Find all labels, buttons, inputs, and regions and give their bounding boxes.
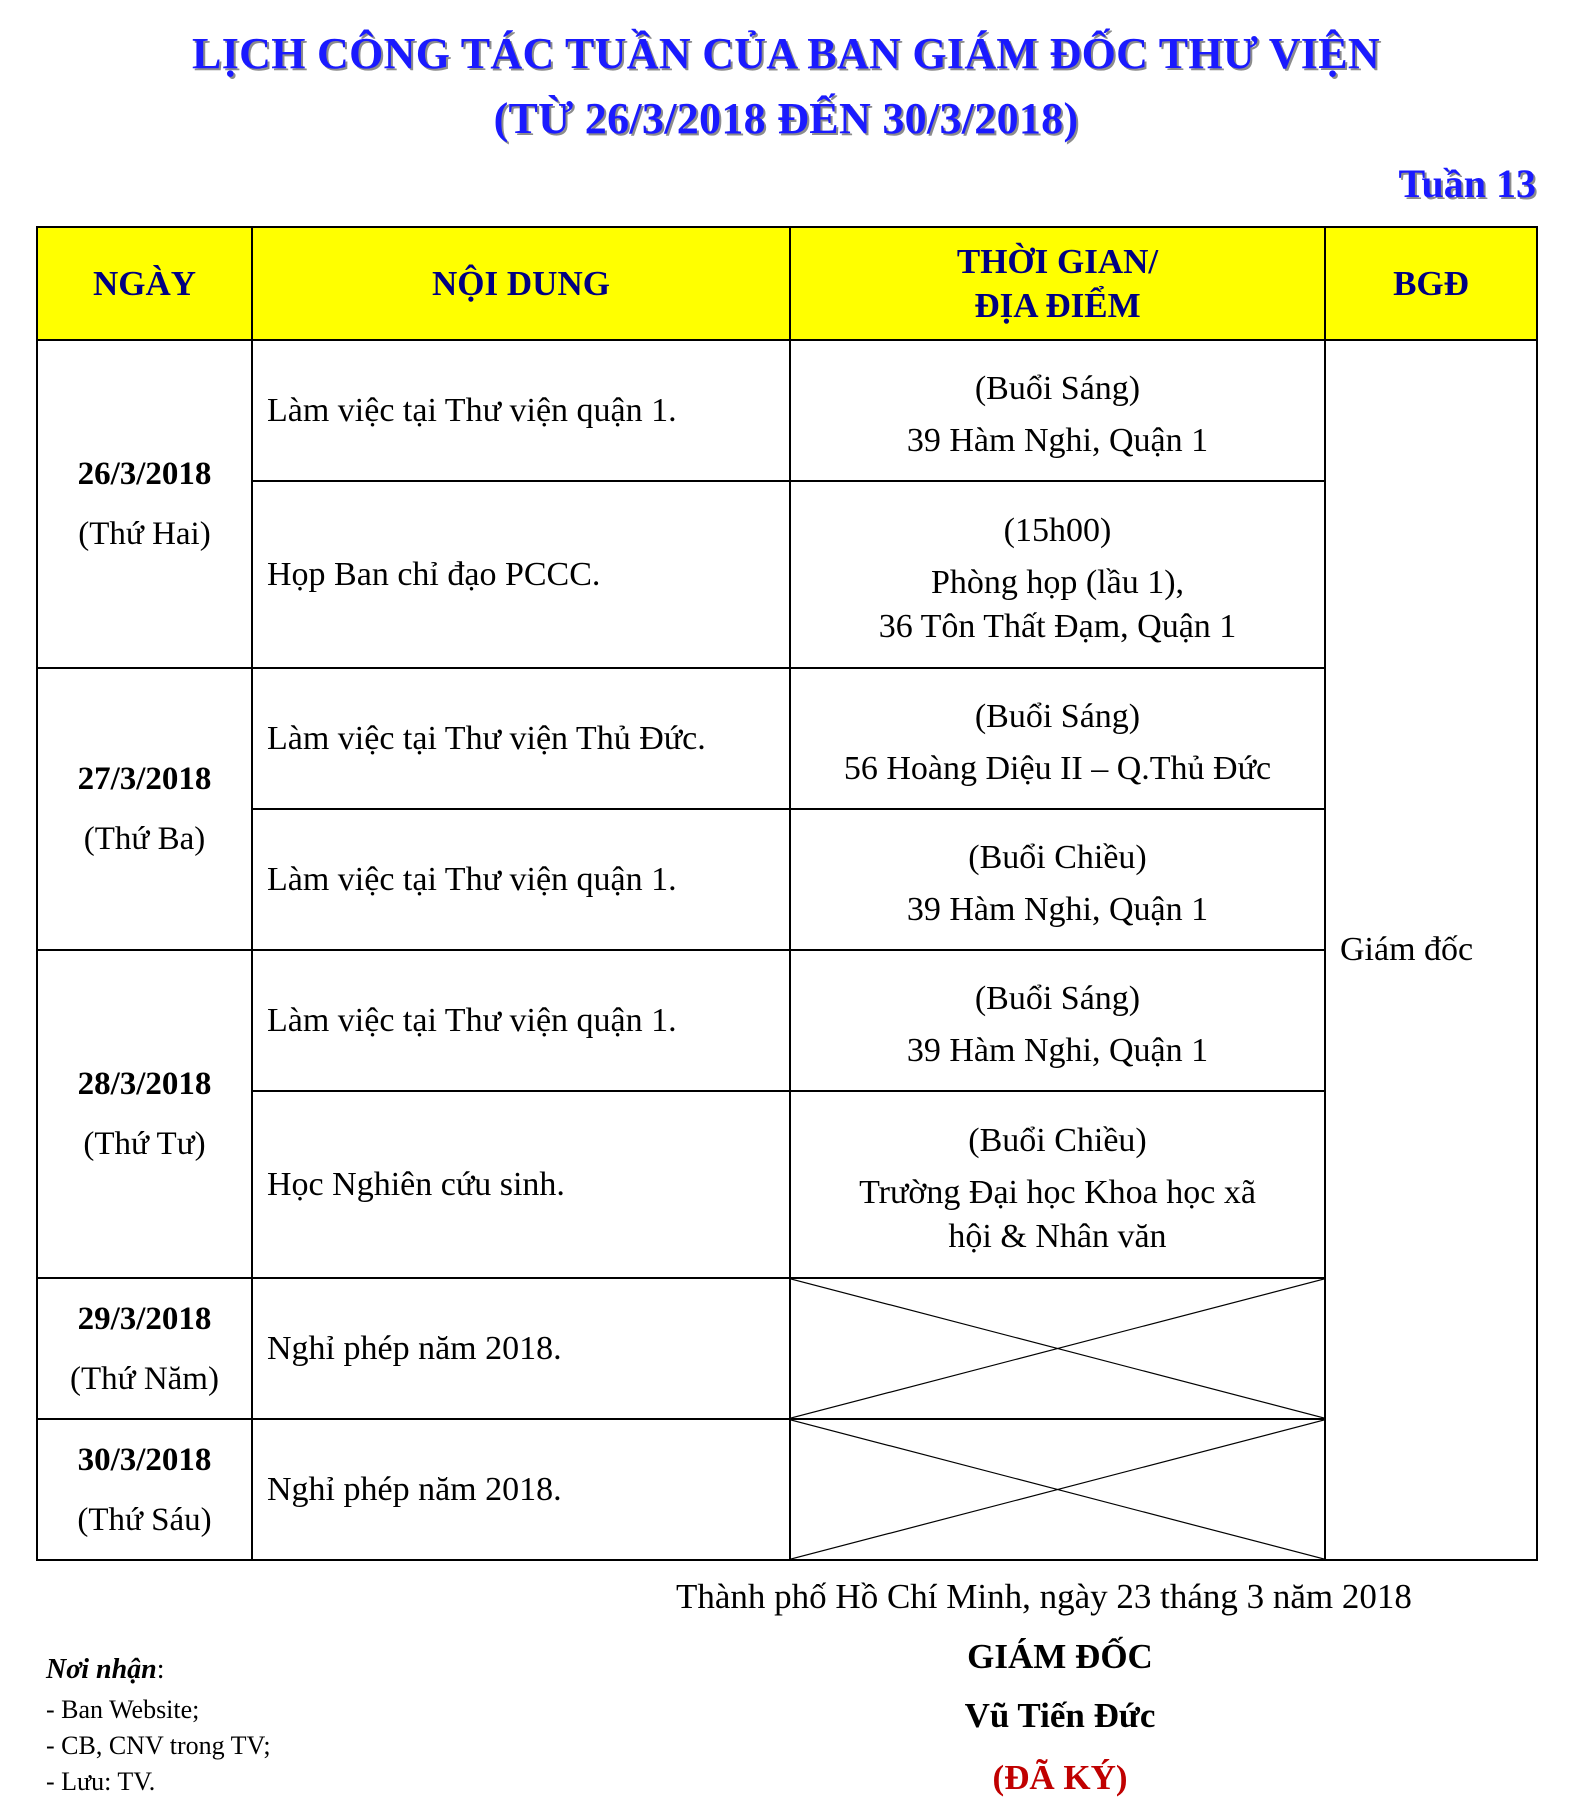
schedule-table — [36, 226, 1538, 1561]
day-weekday: (Thứ Ba) — [83, 821, 206, 857]
document-title: LỊCH CÔNG TÁC TUẦN CỦA BAN GIÁM ĐỐC THƯ VIỆN — [192, 29, 1380, 78]
content-cell: Làm việc tại Thư viện Thủ Đức. — [252, 668, 790, 809]
header-place: ĐỊA ĐIỂM — [974, 285, 1141, 325]
document-date-range: (TỪ 26/3/2018 ĐẾN 30/3/2018) — [493, 94, 1079, 143]
day-cell — [37, 950, 252, 1278]
header-content: NỘI DUNG — [252, 227, 790, 340]
place-text: 56 Hoàng Diệu II – Q.Thủ Đức — [843, 749, 1272, 787]
city-date-line: Thành phố Hồ Chí Minh, ngày 23 tháng 3 năm 2018 — [676, 1577, 1412, 1616]
empty-crossed-cell — [790, 1278, 1325, 1419]
table-row — [37, 809, 1537, 950]
table-header-row — [37, 227, 1537, 340]
content-cell: Làm việc tại Thư viện quận 1. — [252, 809, 790, 950]
recipients-label-text: Nơi nhận — [46, 1654, 157, 1685]
day-weekday: (Thứ Tư) — [83, 1126, 206, 1162]
bgd-cell: Giám đốc — [1325, 340, 1537, 1560]
signer-name: Vũ Tiến Đức — [964, 1696, 1156, 1735]
time-place-cell — [790, 481, 1325, 668]
empty-crossed-cell — [790, 1419, 1325, 1560]
day-date: 30/3/2018 — [77, 1441, 212, 1478]
table-row — [37, 481, 1537, 668]
day-cell — [37, 1419, 252, 1560]
day-weekday: (Thứ Sáu) — [77, 1501, 212, 1538]
header-day: NGÀY — [37, 227, 252, 340]
week-number: Tuần 13 — [1398, 161, 1536, 206]
time-place-cell — [790, 1091, 1325, 1278]
content-cell: Họp Ban chỉ đạo PCCC. — [252, 481, 790, 668]
time-place-cell — [790, 668, 1325, 809]
table-row — [37, 1419, 1537, 1560]
table-row — [37, 1278, 1537, 1419]
day-cell — [37, 668, 252, 950]
day-date: 28/3/2018 — [77, 1066, 212, 1102]
header-bgd: BGĐ — [1325, 227, 1537, 340]
day-cell — [37, 1278, 252, 1419]
cross-mark — [791, 1420, 1324, 1559]
day-date: 26/3/2018 — [77, 456, 212, 492]
time-text: (Buổi Chiều) — [968, 838, 1147, 876]
table-row — [37, 950, 1537, 1091]
time-text: (Buổi Sáng) — [974, 979, 1141, 1017]
cross-mark — [791, 1279, 1324, 1418]
day-weekday: (Thứ Năm) — [70, 1360, 219, 1397]
content-cell: Làm việc tại Thư viện quận 1. — [252, 340, 790, 481]
place-text: hội & Nhân văn — [948, 1217, 1167, 1255]
day-date: 27/3/2018 — [77, 761, 212, 797]
table-row — [37, 340, 1537, 481]
header-time-place — [790, 227, 1325, 340]
place-text: Phòng họp (lầu 1), — [930, 563, 1185, 601]
time-place-cell — [790, 809, 1325, 950]
time-place-cell — [790, 950, 1325, 1091]
content-cell: Nghỉ phép năm 2018. — [252, 1278, 790, 1419]
table-row — [37, 668, 1537, 809]
signed-stamp: (ĐÃ KÝ) — [992, 1758, 1128, 1797]
place-text: 39 Hàm Nghi, Quận 1 — [906, 890, 1209, 928]
place-text: 39 Hàm Nghi, Quận 1 — [906, 1031, 1209, 1069]
signer-role: GIÁM ĐỐC — [967, 1637, 1153, 1676]
day-cell — [37, 340, 252, 668]
table-row — [37, 1091, 1537, 1278]
place-text: 36 Tôn Thất Đạm, Quận 1 — [878, 607, 1237, 645]
recipient-item: - Ban Website; — [46, 1695, 200, 1724]
time-text: (Buổi Chiều) — [968, 1121, 1147, 1159]
place-text: Trường Đại học Khoa học xã — [859, 1173, 1256, 1211]
recipients-label — [46, 1654, 165, 1686]
content-cell: Học Nghiên cứu sinh. — [252, 1091, 790, 1278]
time-text: (15h00) — [1003, 511, 1112, 549]
time-place-cell — [790, 340, 1325, 481]
day-weekday: (Thứ Hai) — [78, 516, 211, 552]
recipients-label-colon: : — [156, 1654, 165, 1685]
day-date: 29/3/2018 — [77, 1300, 212, 1337]
time-text: (Buổi Sáng) — [974, 697, 1141, 735]
time-text: (Buổi Sáng) — [974, 369, 1141, 407]
recipient-item: - Lưu: TV. — [46, 1767, 156, 1796]
header-time: THỜI GIAN/ — [956, 241, 1159, 281]
content-cell: Làm việc tại Thư viện quận 1. — [252, 950, 790, 1091]
recipient-item: - CB, CNV trong TV; — [46, 1731, 271, 1760]
content-cell: Nghỉ phép năm 2018. — [252, 1419, 790, 1560]
place-text: 39 Hàm Nghi, Quận 1 — [906, 421, 1209, 459]
